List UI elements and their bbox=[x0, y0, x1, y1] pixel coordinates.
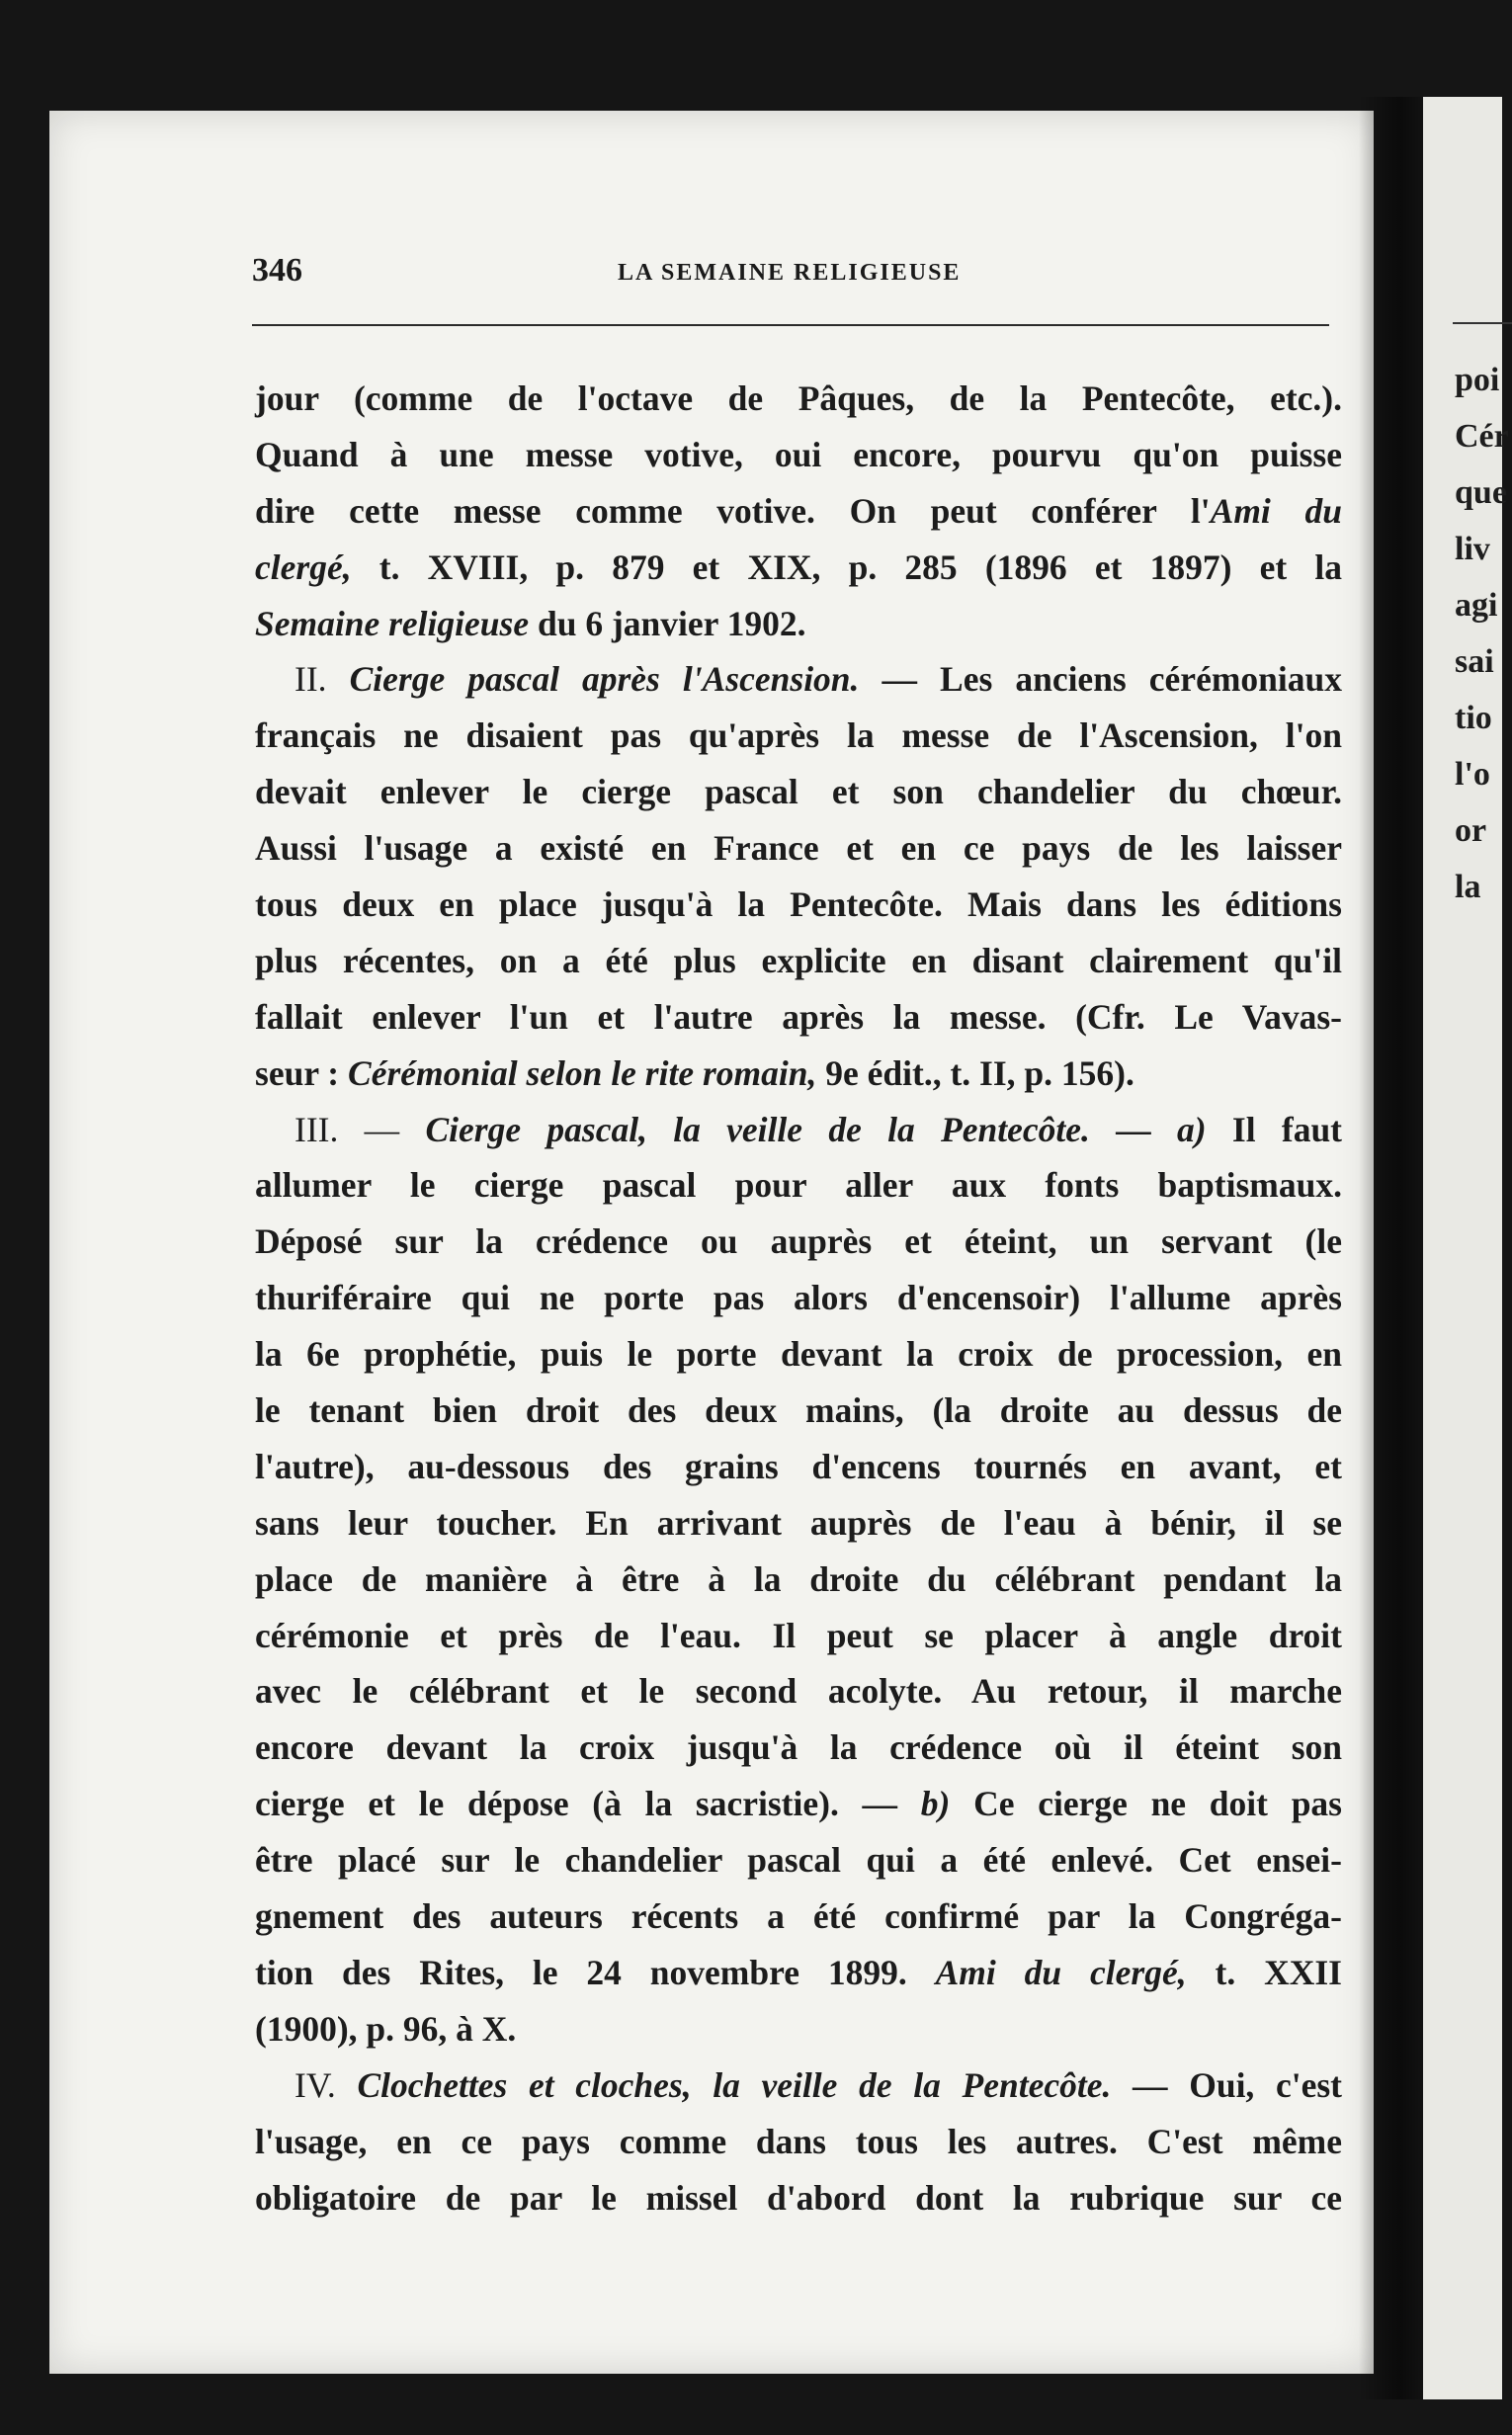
text-line: français ne disaient pas qu'après la messe de l'Ascension, l'on bbox=[255, 715, 1342, 756]
text-line: tous deux en place jusqu'à la Pentecôte. Mais dans les éditions bbox=[255, 884, 1342, 925]
text-line: Aussi l'usage a existé en France et en ce pays de les laisser bbox=[255, 828, 1342, 869]
text-line: place de manière à être à la droite du célébrant pendant la bbox=[255, 1558, 1342, 1599]
text-line: tion des Rites, le 24 novembre 1899. Ami du clergé, t. XXII bbox=[255, 1952, 1342, 1992]
text-line: Semaine religieuse du 6 janvier 1902. bbox=[255, 603, 806, 643]
text-line: fallait enlever l'un et l'autre après la messe. (Cfr. Le Vavas- bbox=[255, 996, 1342, 1037]
section-heading-line: III. — Cierge pascal, la veille de la Pentecôte. — a) Il faut bbox=[294, 1109, 1343, 1149]
text-line: avec le célébrant et le second acolyte. Au retour, il marche bbox=[255, 1671, 1342, 1712]
text-line: le tenant bien droit des deux mains, (la droite au dessus de bbox=[255, 1390, 1342, 1431]
text-line: sans leur toucher. En arrivant auprès de l'eau à bénir, il se bbox=[255, 1502, 1342, 1543]
facing-page-word: la bbox=[1455, 869, 1481, 905]
page-header bbox=[252, 252, 1339, 292]
text-line: cierge et le dépose (à la sacristie). — b) Ce cierge ne doit pas bbox=[255, 1784, 1342, 1824]
book-gutter-shadow bbox=[1359, 97, 1428, 2399]
text-line: Déposé sur la crédence ou auprès et éteint, un servant (le bbox=[255, 1221, 1342, 1262]
running-head: LA SEMAINE RELIGIEUSE bbox=[618, 260, 962, 286]
text-line: l'autre), au-dessous des grains d'encens tournés en avant, et bbox=[255, 1446, 1342, 1486]
facing-page-word: l'o bbox=[1455, 756, 1490, 793]
facing-page-edge bbox=[1423, 97, 1509, 2399]
text-line: Quand à une messe votive, oui encore, pourvu qu'on puisse bbox=[255, 434, 1342, 474]
text-line: plus récentes, on a été plus explicite en disant clairement qu'il bbox=[255, 940, 1342, 980]
text-line: être placé sur le chandelier pascal qui a été enlevé. Cet ensei- bbox=[255, 1840, 1342, 1881]
facing-page-word: agi bbox=[1455, 587, 1498, 624]
text-line: la 6e prophétie, puis le porte devant la croix de procession, en bbox=[255, 1334, 1342, 1375]
facing-page-word: poi bbox=[1455, 362, 1500, 398]
facing-page-word: que bbox=[1455, 474, 1507, 511]
facing-page-word: tio bbox=[1455, 700, 1492, 736]
facing-page-rule bbox=[1453, 322, 1512, 324]
text-line: seur : Cérémonial selon le rite romain, 9e édit., t. II, p. 156). bbox=[255, 1052, 1134, 1093]
text-line: obligatoire de par le missel d'abord dont la rubrique sur ce bbox=[255, 2177, 1342, 2218]
facing-page-word: sai bbox=[1455, 643, 1494, 680]
section-heading-line: IV. Clochettes et cloches, la veille de la Pentecôte. — Oui, c'est bbox=[294, 2064, 1342, 2105]
section-heading-line: II. Cierge pascal après l'Ascension. — Les anciens cérémoniaux bbox=[294, 659, 1342, 700]
text-line: l'usage, en ce pays comme dans tous les autres. C'est même bbox=[255, 2121, 1342, 2161]
facing-page-word: liv bbox=[1455, 531, 1490, 567]
body-text bbox=[255, 371, 1342, 2225]
header-rule bbox=[252, 324, 1329, 326]
text-line: gnement des auteurs récents a été confirmé par la Congréga- bbox=[255, 1896, 1342, 1937]
page-number: 346 bbox=[252, 252, 302, 289]
text-line: jour (comme de l'octave de Pâques, de la Pentecôte, etc.). bbox=[255, 378, 1342, 418]
text-line: dire cette messe comme votive. On peut conférer l'Ami du bbox=[255, 490, 1342, 531]
text-line: cérémonie et près de l'eau. Il peut se placer à angle droit bbox=[255, 1615, 1342, 1655]
text-line: (1900), p. 96, à X. bbox=[255, 2008, 517, 2049]
facing-page-word: Cér bbox=[1455, 418, 1509, 455]
facing-page-word: or bbox=[1455, 812, 1487, 849]
text-line: devait enlever le cierge pascal et son chandelier du chœur. bbox=[255, 772, 1342, 812]
text-line: clergé, t. XVIII, p. 879 et XIX, p. 285 (1896 et 1897) et la bbox=[255, 546, 1342, 587]
text-line: encore devant la croix jusqu'à la crédence où il éteint son bbox=[255, 1727, 1342, 1768]
text-line: allumer le cierge pascal pour aller aux fonts baptismaux. bbox=[255, 1165, 1342, 1206]
text-line: thuriféraire qui ne porte pas alors d'encensoir) l'allume après bbox=[255, 1278, 1342, 1318]
